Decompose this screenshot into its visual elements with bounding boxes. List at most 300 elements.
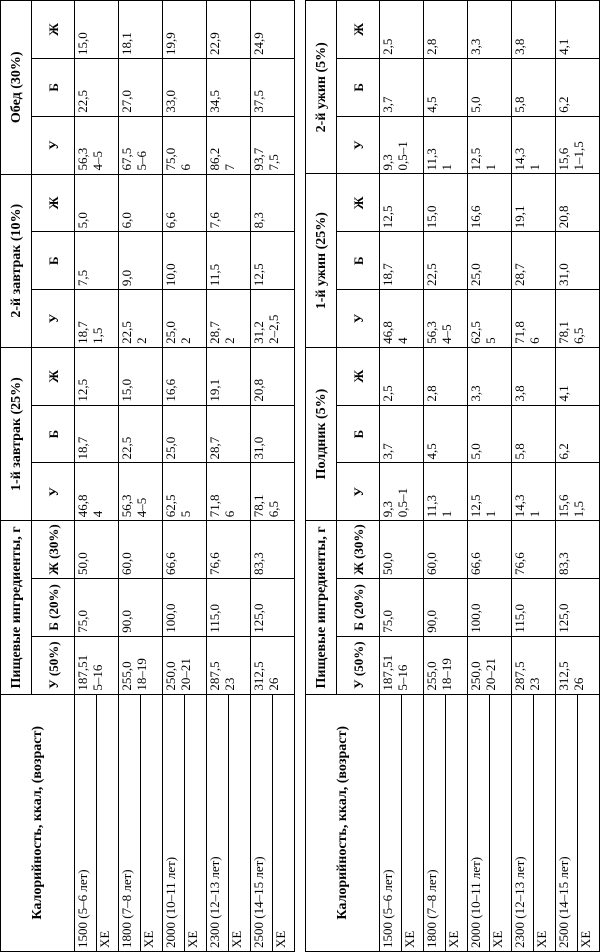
table-row xyxy=(380,1,402,952)
meal-value-text: 62,5 xyxy=(163,494,178,518)
ingredient-value xyxy=(163,521,207,579)
meal-value-text: 56,3 xyxy=(119,494,134,518)
bread-unit-value: 4 xyxy=(395,337,410,344)
meal-value-text: 6,0 xyxy=(119,212,134,229)
meal-value-text: 4,5 xyxy=(424,443,439,460)
meal-value-text: 5,8 xyxy=(512,96,527,113)
bread-unit-label: ХЕ xyxy=(490,694,512,951)
meal-value-text: 28,7 xyxy=(207,436,222,460)
meal-value xyxy=(468,405,512,463)
bread-unit-value: 5 xyxy=(483,337,498,344)
meal-value-text: 3,7 xyxy=(380,443,395,460)
meal-value-text: 14,3 xyxy=(512,147,527,171)
ingredient-col-header: У (50%) xyxy=(337,636,380,694)
meal-value xyxy=(556,1,600,59)
meal-col-header: Б xyxy=(337,405,380,463)
ingredient-value-text: 75,0 xyxy=(75,610,90,633)
calorie-label: 2000 (10–11 лет) xyxy=(163,694,185,951)
meal-header: Полдник (5%) xyxy=(306,347,337,520)
bread-unit-value: 0,5–1 xyxy=(395,487,410,518)
bread-unit-value: 6 xyxy=(527,337,542,344)
meal-value xyxy=(468,290,512,348)
meal-value-text: 7,6 xyxy=(207,212,222,229)
meal-value-text: 8,3 xyxy=(251,212,266,229)
meal-value-text: 3,3 xyxy=(468,38,483,55)
calorie-label: 2000 (10–11 лет) xyxy=(468,694,490,951)
meal-value xyxy=(119,174,163,232)
meal-value-text: 25,0 xyxy=(163,321,178,344)
meal-value-text: 7,5 xyxy=(75,269,90,287)
ingredient-value xyxy=(512,521,556,579)
meal-col-header: Б xyxy=(337,232,380,290)
meal-value-text: 56,3 xyxy=(424,321,439,344)
meal-value xyxy=(75,463,119,521)
meal-col-header: У xyxy=(337,290,380,348)
meal-value-text: 28,7 xyxy=(207,321,222,344)
meal-value-text: 33,0 xyxy=(163,90,178,113)
meal-value-text: 5,0 xyxy=(75,212,90,229)
meal-value xyxy=(251,405,295,463)
meal-value-text: 9,3 xyxy=(380,154,395,171)
ingredient-value-text: 83,3 xyxy=(251,552,266,576)
meal-value xyxy=(556,174,600,232)
ingredient-value-text: 60,0 xyxy=(424,552,439,576)
meal-value xyxy=(119,463,163,521)
meal-value xyxy=(251,290,295,348)
ingredient-value xyxy=(207,636,251,694)
meal-value-text: 3,8 xyxy=(512,38,527,55)
meal-value-text: 12,5 xyxy=(380,205,395,229)
meal-value xyxy=(424,116,468,174)
meal-value xyxy=(119,290,163,348)
ingredient-value-text: 75,0 xyxy=(380,610,395,633)
meal-value xyxy=(556,463,600,521)
bread-unit-value: 0,5–1 xyxy=(395,141,410,171)
ingredient-value xyxy=(251,636,295,694)
ingredient-value-text: 187,51 xyxy=(380,654,395,691)
ingredient-value xyxy=(424,636,468,694)
meal-value xyxy=(468,463,512,521)
bread-unit-value: 1,5 xyxy=(90,327,105,344)
meal-value xyxy=(75,1,119,59)
meal-value-text: 31,2 xyxy=(251,321,266,344)
meal-col-header: У xyxy=(32,116,75,174)
bread-unit-value: 1,5 xyxy=(571,500,586,518)
meal-value xyxy=(424,232,468,290)
ingredient-value-text: 90,0 xyxy=(119,610,134,633)
meal-value-text: 46,8 xyxy=(380,321,395,344)
meal-value-text: 15,6 xyxy=(556,147,571,171)
meal-value-text: 24,9 xyxy=(251,32,266,55)
meal-value-text: 18,7 xyxy=(380,263,395,287)
table-bottom xyxy=(305,0,600,952)
ingredient-value xyxy=(75,636,119,694)
meal-value xyxy=(75,58,119,116)
meal-col-header: Б xyxy=(32,58,75,116)
meal-value xyxy=(468,174,512,232)
meal-value-text: 19,9 xyxy=(163,32,178,55)
meal-value xyxy=(207,290,251,348)
bread-unit-value: 5–6 xyxy=(134,151,149,171)
table-row xyxy=(468,1,490,952)
meal-value-text: 31,0 xyxy=(556,263,571,287)
table-row xyxy=(251,1,273,952)
ingredients-header: Пищевые ингредиенты, г xyxy=(306,521,337,694)
bread-unit-label: ХЕ xyxy=(578,694,600,951)
meal-value xyxy=(424,347,468,405)
meal-value xyxy=(251,463,295,521)
meal-value xyxy=(424,405,468,463)
meal-value-text: 6,6 xyxy=(163,212,178,229)
bread-unit-value: 6,5 xyxy=(571,327,586,344)
meal-value xyxy=(468,347,512,405)
bread-unit-value: 7 xyxy=(222,164,237,171)
meal-col-header: У xyxy=(32,290,75,348)
ingredient-value-text: 50,0 xyxy=(75,552,90,576)
meal-value-text: 16,6 xyxy=(468,205,483,229)
meal-value-text: 4,5 xyxy=(424,96,439,113)
meal-col-header: Б xyxy=(337,58,380,116)
ingredient-value-text: 250,0 xyxy=(468,661,483,691)
bread-unit-value: 1 xyxy=(527,163,542,171)
meal-value-text: 2,8 xyxy=(424,385,439,402)
bread-unit-label: ХЕ xyxy=(229,694,251,951)
ingredient-value xyxy=(556,636,600,694)
meal-value xyxy=(207,174,251,232)
meal-value xyxy=(556,232,600,290)
meal-value-text: 22,9 xyxy=(207,32,222,55)
ingredient-value-text: 312,5 xyxy=(556,661,571,691)
meal-value xyxy=(163,232,207,290)
meal-value-text: 12,5 xyxy=(251,263,266,287)
meal-value xyxy=(251,1,295,59)
calorie-label: 2300 (12–13 лет) xyxy=(207,694,229,951)
meal-value-text: 12,5 xyxy=(75,378,90,402)
meal-value-text: 5,8 xyxy=(512,443,527,460)
meal-value xyxy=(468,1,512,59)
meal-value xyxy=(512,116,556,174)
meal-value-text: 3,3 xyxy=(468,385,483,402)
ingredient-value xyxy=(468,579,512,637)
bread-unit-value: 7,5 xyxy=(266,154,281,171)
bread-unit-value: 4–5 xyxy=(90,151,105,171)
table-row xyxy=(75,1,97,952)
meal-value xyxy=(556,347,600,405)
meal-value-text: 15,0 xyxy=(119,378,134,402)
meal-value xyxy=(207,347,251,405)
bread-unit-value: 26 xyxy=(266,677,281,691)
meal-value-text: 11,3 xyxy=(424,494,439,518)
ingredient-value-text: 90,0 xyxy=(424,610,439,633)
bread-unit-value: 1 xyxy=(527,510,542,518)
ingredient-value-text: 115,0 xyxy=(207,604,222,633)
meal-value xyxy=(380,290,424,348)
calorie-label: 1800 (7–8 лет) xyxy=(119,694,141,951)
meal-header: 1-й ужин (25%) xyxy=(306,174,337,347)
meal-value xyxy=(207,405,251,463)
ingredient-value-text: 60,0 xyxy=(119,552,134,576)
calorie-label: 2500 (14–15 лет) xyxy=(556,694,578,951)
meal-value xyxy=(251,116,295,174)
meal-value xyxy=(251,232,295,290)
bread-unit-value: 20–21 xyxy=(178,658,193,691)
ingredient-value xyxy=(163,636,207,694)
ingredient-col-header: Б (20%) xyxy=(337,579,380,637)
table-row xyxy=(163,1,185,952)
meal-value-text: 2,5 xyxy=(380,385,395,402)
ingredient-value xyxy=(163,579,207,637)
ingredient-value-text: 255,0 xyxy=(424,661,439,691)
nutrition-table xyxy=(305,0,600,952)
meal-col-header: Ж xyxy=(337,347,380,405)
meal-value-text: 19,1 xyxy=(512,205,527,229)
ingredient-value-text: 250,0 xyxy=(163,661,178,691)
calorie-header: Калорийность, ккал, (возраст) xyxy=(1,694,75,951)
meal-value-text: 22,5 xyxy=(75,90,90,113)
ingredient-value-text: 255,0 xyxy=(119,661,134,691)
meal-col-header: У xyxy=(337,463,380,521)
ingredient-value xyxy=(75,521,119,579)
bread-unit-label: ХЕ xyxy=(446,694,468,951)
meal-value-text: 11,5 xyxy=(207,263,222,287)
ingredient-value-text: 66,6 xyxy=(163,552,178,576)
meal-value xyxy=(163,347,207,405)
bread-unit-value: 20–21 xyxy=(483,658,498,691)
calorie-label: 1500 (5–6 лет) xyxy=(75,694,97,951)
ingredient-value-text: 100,0 xyxy=(468,603,483,633)
meal-value-text: 15,0 xyxy=(75,32,90,55)
bread-unit-value: 6 xyxy=(222,510,237,518)
bread-unit-value: 23 xyxy=(222,677,237,691)
bread-unit-value: 1 xyxy=(483,510,498,518)
meal-value xyxy=(207,463,251,521)
meal-value-text: 19,1 xyxy=(207,378,222,402)
ingredient-value xyxy=(380,579,424,637)
meal-value xyxy=(380,347,424,405)
meal-value xyxy=(75,232,119,290)
meal-value xyxy=(380,232,424,290)
meal-value xyxy=(380,116,424,174)
meal-value xyxy=(424,1,468,59)
meal-value xyxy=(424,174,468,232)
meal-value xyxy=(556,405,600,463)
table-row xyxy=(424,1,446,952)
calorie-label: 2500 (14–15 лет) xyxy=(251,694,273,951)
calorie-label: 1800 (7–8 лет) xyxy=(424,694,446,951)
meal-value xyxy=(119,116,163,174)
meal-value-text: 78,1 xyxy=(556,321,571,344)
meal-value-text: 5,0 xyxy=(468,443,483,460)
ingredient-value-text: 100,0 xyxy=(163,603,178,633)
ingredient-value-text: 287,5 xyxy=(512,661,527,691)
meal-value-text: 37,5 xyxy=(251,90,266,113)
meal-value-text: 25,0 xyxy=(163,436,178,460)
meal-value xyxy=(512,174,556,232)
meal-value xyxy=(424,463,468,521)
meal-col-header: У xyxy=(32,463,75,521)
bread-unit-value: 26 xyxy=(571,677,586,691)
meal-value xyxy=(468,232,512,290)
meal-value-text: 75,0 xyxy=(163,147,178,171)
bread-unit-label: ХЕ xyxy=(273,694,295,951)
meal-header: 1-й завтрак (25%) xyxy=(1,347,32,520)
meal-value xyxy=(75,290,119,348)
meal-value-text: 93,7 xyxy=(251,147,266,171)
meal-value-text: 6,2 xyxy=(556,96,571,113)
ingredient-value xyxy=(512,636,556,694)
meal-value xyxy=(380,463,424,521)
meal-value xyxy=(424,58,468,116)
meal-value xyxy=(119,232,163,290)
meal-value-text: 31,0 xyxy=(251,436,266,460)
ingredient-value-text: 76,6 xyxy=(207,552,222,576)
meal-value xyxy=(119,405,163,463)
meal-value xyxy=(380,174,424,232)
table-row xyxy=(512,1,534,952)
bread-unit-label: ХЕ xyxy=(141,694,163,951)
ingredient-value-text: 125,0 xyxy=(251,603,266,633)
meal-value-text: 27,0 xyxy=(119,90,134,113)
meal-value-text: 86,2 xyxy=(207,147,222,171)
calorie-header: Калорийность, ккал, (возраст) xyxy=(306,694,380,951)
meal-value xyxy=(512,58,556,116)
meal-value xyxy=(468,116,512,174)
ingredient-value-text: 312,5 xyxy=(251,661,266,691)
bread-unit-label: ХЕ xyxy=(534,694,556,951)
meal-value-text: 78,1 xyxy=(251,494,266,518)
meal-value xyxy=(75,174,119,232)
meal-value xyxy=(556,58,600,116)
calorie-label: 2300 (12–13 лет) xyxy=(512,694,534,951)
meal-value xyxy=(512,347,556,405)
meal-value xyxy=(119,1,163,59)
nutrition-table xyxy=(0,0,295,952)
meal-value xyxy=(163,174,207,232)
bread-unit-value: 4 xyxy=(90,510,105,518)
meal-value xyxy=(75,405,119,463)
bread-unit-value: 2 xyxy=(178,337,193,344)
ingredient-value xyxy=(468,636,512,694)
meal-value xyxy=(163,116,207,174)
meal-value-text: 10,0 xyxy=(163,263,178,287)
ingredient-value-text: 76,6 xyxy=(512,552,527,576)
meal-value xyxy=(163,405,207,463)
meal-value xyxy=(163,463,207,521)
meal-value-text: 25,0 xyxy=(468,263,483,287)
ingredient-value-text: 83,3 xyxy=(556,552,571,576)
bread-unit-label: ХЕ xyxy=(97,694,119,951)
meal-value-text: 2,8 xyxy=(424,38,439,55)
ingredient-value xyxy=(119,579,163,637)
meal-header: Обед (30%) xyxy=(1,1,32,175)
meal-value-text: 18,7 xyxy=(75,436,90,460)
meal-value xyxy=(380,405,424,463)
ingredient-value xyxy=(75,579,119,637)
meal-value-text: 71,8 xyxy=(512,321,527,344)
meal-value-text: 3,8 xyxy=(512,385,527,402)
meal-value xyxy=(556,116,600,174)
table-top xyxy=(0,0,295,952)
bread-unit-value: 18–19 xyxy=(134,658,149,691)
ingredient-col-header: У (50%) xyxy=(32,636,75,694)
bread-unit-value: 6 xyxy=(178,164,193,171)
meal-value-text: 18,7 xyxy=(75,321,90,344)
bread-unit-value: 4–5 xyxy=(439,324,454,344)
calorie-label: 1500 (5–6 лет) xyxy=(380,694,402,951)
meal-value xyxy=(512,463,556,521)
meal-col-header: Б xyxy=(32,405,75,463)
ingredient-value xyxy=(119,636,163,694)
meal-value-text: 9,3 xyxy=(380,500,395,518)
ingredient-value-text: 115,0 xyxy=(512,604,527,633)
meal-col-header: Б xyxy=(32,232,75,290)
meal-col-header: Ж xyxy=(32,347,75,405)
ingredient-value xyxy=(512,579,556,637)
meal-value xyxy=(380,1,424,59)
meal-col-header: Ж xyxy=(32,1,75,59)
meal-value-text: 67,5 xyxy=(119,147,134,171)
meal-value-text: 18,1 xyxy=(119,32,134,55)
table-row xyxy=(119,1,141,952)
bread-unit-value: 4–5 xyxy=(134,497,149,518)
bread-unit-value: 1–1,5 xyxy=(571,141,586,171)
ingredient-value xyxy=(207,579,251,637)
meal-value xyxy=(163,290,207,348)
meal-value xyxy=(163,1,207,59)
ingredient-value xyxy=(424,579,468,637)
meal-value-text: 22,5 xyxy=(424,263,439,287)
bread-unit-value: 5–16 xyxy=(90,664,105,691)
meal-value xyxy=(512,405,556,463)
ingredient-value xyxy=(251,521,295,579)
meal-col-header: Ж xyxy=(32,174,75,232)
meal-value-text: 12,5 xyxy=(468,147,483,171)
meal-value-text: 34,5 xyxy=(207,90,222,113)
ingredient-value xyxy=(119,521,163,579)
bread-unit-value: 5–16 xyxy=(395,664,410,691)
meal-value-text: 15,6 xyxy=(556,494,571,518)
bread-unit-value: 2 xyxy=(222,337,237,344)
meal-value-text: 9,0 xyxy=(119,269,134,287)
meal-value xyxy=(556,290,600,348)
ingredient-value xyxy=(556,521,600,579)
meal-value-text: 56,3 xyxy=(75,147,90,171)
meal-col-header: У xyxy=(337,116,380,174)
bread-unit-value: 18–19 xyxy=(439,658,454,691)
meal-value xyxy=(424,290,468,348)
ingredient-value-text: 66,6 xyxy=(468,552,483,576)
bread-unit-label: ХЕ xyxy=(185,694,207,951)
meal-value xyxy=(207,58,251,116)
meal-header: 2-й ужин (5%) xyxy=(306,1,337,174)
ingredient-value xyxy=(468,521,512,579)
meal-col-header: Ж xyxy=(337,1,380,59)
meal-value-text: 11,3 xyxy=(424,148,439,171)
meal-value xyxy=(512,1,556,59)
ingredient-value xyxy=(207,521,251,579)
bread-unit-value: 1 xyxy=(483,163,498,171)
ingredient-value-text: 125,0 xyxy=(556,603,571,633)
meal-value-text: 20,8 xyxy=(556,205,571,229)
meal-value xyxy=(468,58,512,116)
meal-value xyxy=(75,116,119,174)
bread-unit-value: 5 xyxy=(178,510,193,518)
bread-unit-value: 1 xyxy=(439,163,454,171)
meal-value xyxy=(380,58,424,116)
ingredient-value-text: 187,51 xyxy=(75,654,90,691)
ingredient-value-text: 287,5 xyxy=(207,661,222,691)
meal-value xyxy=(251,58,295,116)
